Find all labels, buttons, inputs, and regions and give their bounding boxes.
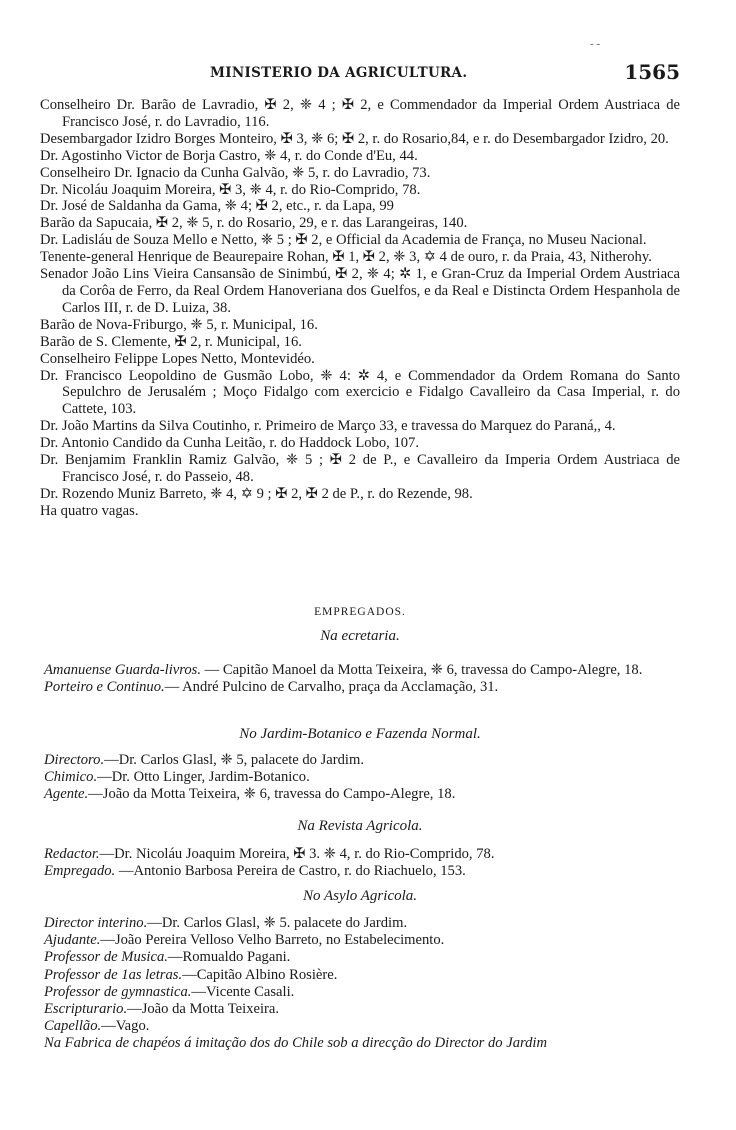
ink-mark: - - <box>590 38 601 50</box>
member-entry: Barão de S. Clemente, ✠ 2, r. Municipal, 16. <box>40 333 302 350</box>
member-entry: Dr. Francisco Leopoldino de Gusmão Lobo, ❈ 4: ✲ 4, e Commendador da Ordem Romana do Santo Sepulchro de Jerusalém ; Moço Fidalgo com exercicio e Fidalgo Cavalleiro da Casa Imperial, r. do Cattete, 103. <box>40 367 680 418</box>
staff-entry <box>44 769 680 786</box>
staff-details: —Romualdo Pagani. <box>167 949 291 966</box>
staff-entry <box>44 662 680 679</box>
staff-entry <box>44 863 680 880</box>
member-entry: Conselheiro Felippe Lopes Netto, Montevidéo. <box>40 350 315 367</box>
secretaria-heading: Na ecretaria. <box>320 628 400 644</box>
staff-details: —Capitão Albino Rosière. <box>182 966 338 983</box>
member-entry: Dr. Nicoláu Joaquim Moreira, ✠ 3, ❈ 4, r. do Rio-Comprido, 78. <box>40 181 421 198</box>
member-entry: Tenente-general Henrique de Beaurepaire Rohan, ✠ 1, ✠ 2, ❈ 3, ✡ 4 de ouro, r. da Praia, 43, Nitherohy. <box>40 249 652 266</box>
staff-entry <box>44 752 680 769</box>
footer-note: Na Fabrica de chapéos á imitação dos do Chile sob a direcção do Director do Jardim <box>44 1035 548 1052</box>
staff-entry <box>44 846 680 863</box>
staff-entry <box>44 967 680 984</box>
jardim-heading: No Jardim-Botanico e Fazenda Normal. <box>239 726 481 742</box>
member-entry: Dr. Rozendo Muniz Barreto, ❈ 4, ✡ 9 ; ✠ 2, ✠ 2 de P., r. do Rezende, 98. <box>40 485 473 502</box>
staff-role: Redactor. <box>44 846 100 862</box>
revista-heading: Na Revista Agricola. <box>297 818 423 834</box>
staff-details: —João da Motta Teixeira. <box>127 1001 280 1018</box>
staff-details: — André Pulcino de Carvalho, praça da Acclamação, 31. <box>164 679 499 696</box>
jardim-list <box>44 752 680 804</box>
member-entry: Dr. Antonio Candido da Cunha Leitão, r. do Haddock Lobo, 107. <box>40 435 419 452</box>
staff-entry <box>44 1018 680 1035</box>
staff-role: Professor de Musica. <box>44 949 168 966</box>
staff-details: —Vago. <box>101 1018 150 1035</box>
staff-details: —Dr. Nicoláu Joaquim Moreira, ✠ 3. ❈ 4, r. do Rio-Comprido, 78. <box>99 846 495 862</box>
member-entry: Desembargador Izidro Borges Monteiro, ✠ 3, ❈ 6; ✠ 2, r. do Rosario,84, e r. do Desembargador Izidro, 20. <box>40 130 669 147</box>
member-entry: Barão de Nova-Friburgo, ❈ 5, r. Municipal, 16. <box>40 316 318 333</box>
staff-entry <box>44 1001 680 1018</box>
staff-role: Professor de gymnastica. <box>44 983 192 1000</box>
asylo-heading: No Asylo Agricola. <box>302 888 418 904</box>
staff-entry <box>44 679 680 696</box>
member-entry: Conselheiro Dr. Ignacio da Cunha Galvão, ❈ 5, r. do Lavradio, 73. <box>40 164 431 181</box>
staff-role: Director interino. <box>44 915 148 931</box>
staff-entry <box>44 984 680 1001</box>
staff-entry <box>44 786 680 803</box>
member-entry: Dr. Ladisláu de Souza Mello e Netto, ❈ 5 ; ✠ 2, e Official da Academia de França, no Museu Nacional. <box>40 232 647 249</box>
staff-role: Ajudante. <box>44 932 101 949</box>
staff-role: Chimico. <box>44 769 98 786</box>
staff-details: —Vicente Casali. <box>191 983 295 1000</box>
staff-details: —Dr. Carlos Glasl, ❈ 5. palacete do Jardim. <box>147 915 408 931</box>
staff-role: Porteiro e Continuo. <box>44 679 165 696</box>
staff-entry <box>44 949 680 966</box>
staff-role: Capellão. <box>44 1018 102 1035</box>
vacancy-note: Ha quatro vagas. <box>40 502 139 519</box>
staff-entry <box>44 932 680 949</box>
staff-entry <box>44 915 680 932</box>
staff-details: — Capitão Manoel da Motta Teixeira, ❈ 6, travessa do Campo-Alegre, 18. <box>201 662 643 678</box>
staff-details: —João da Motta Teixeira, ❈ 6, travessa do Campo-Alegre, 18. <box>88 786 456 803</box>
staff-details: —Dr. Carlos Glasl, ❈ 5, palacete do Jardim. <box>104 752 364 768</box>
secretaria-list <box>44 662 680 696</box>
member-list <box>40 97 680 520</box>
asylo-list <box>44 915 680 1053</box>
staff-role: Empregado. <box>44 863 116 880</box>
revista-list <box>44 846 680 880</box>
member-entry: Dr. João Martins da Silva Coutinho, r. Primeiro de Março 33, e travessa do Marquez do Paraná,, 4. <box>40 418 616 435</box>
page-header <box>40 60 680 88</box>
staff-role: Directoro. <box>44 752 105 768</box>
employees-heading: EMPREGADOS. <box>314 606 406 618</box>
page-number: 1565 <box>624 60 680 84</box>
member-entry: Dr. Agostinho Victor de Borja Castro, ❈ 4, r. do Conde d'Eu, 44. <box>40 147 418 164</box>
member-entry: Conselheiro Dr. Barão de Lavradio, ✠ 2, ❈ 4 ; ✠ 2, e Commendador da Imperial Ordem Austriaca de Francisco José, r. do Lavradio, 116. <box>40 97 680 130</box>
staff-role: Escripturario. <box>44 1001 128 1018</box>
member-entry: Senador João Lins Vieira Cansansão de Sinimbú, ✠ 2, ❈ 4; ✲ 1, e Gran-Cruz da Imperial Ordem Austriaca da Corôa de Ferro, da Real Ordem Hanoveriana dos Guelfos, e da Real e Distincta Ordem Hespanhola de Carlos III, r. de D. Luiza, 38. <box>40 266 680 316</box>
running-title: MINISTERIO DA AGRICULTURA. <box>210 65 468 81</box>
member-entry: Dr. José de Saldanha da Gama, ❈ 4; ✠ 2, etc., r. da Lapa, 99 <box>40 198 394 215</box>
member-entry: Barão da Sapucaia, ✠ 2, ❈ 5, r. do Rosario, 29, e r. das Larangeiras, 140. <box>40 215 468 232</box>
staff-role: Professor de 1as letras. <box>44 966 183 983</box>
staff-details: —Antonio Barbosa Pereira de Castro, r. do Riachuelo, 153. <box>115 863 466 880</box>
staff-role: Amanuense Guarda-livros. <box>44 662 201 678</box>
staff-details: —Dr. Otto Linger, Jardim-Botanico. <box>97 769 310 786</box>
staff-role: Agente. <box>44 786 89 803</box>
staff-details: —João Pereira Velloso Velho Barreto, no Estabelecimento. <box>100 932 445 949</box>
member-entry: Dr. Benjamim Franklin Ramiz Galvão, ❈ 5 ; ✠ 2 de P., e Cavalleiro da Imperia Ordem Austriaca de Francisco José, r. do Passeio, 48. <box>40 452 680 485</box>
